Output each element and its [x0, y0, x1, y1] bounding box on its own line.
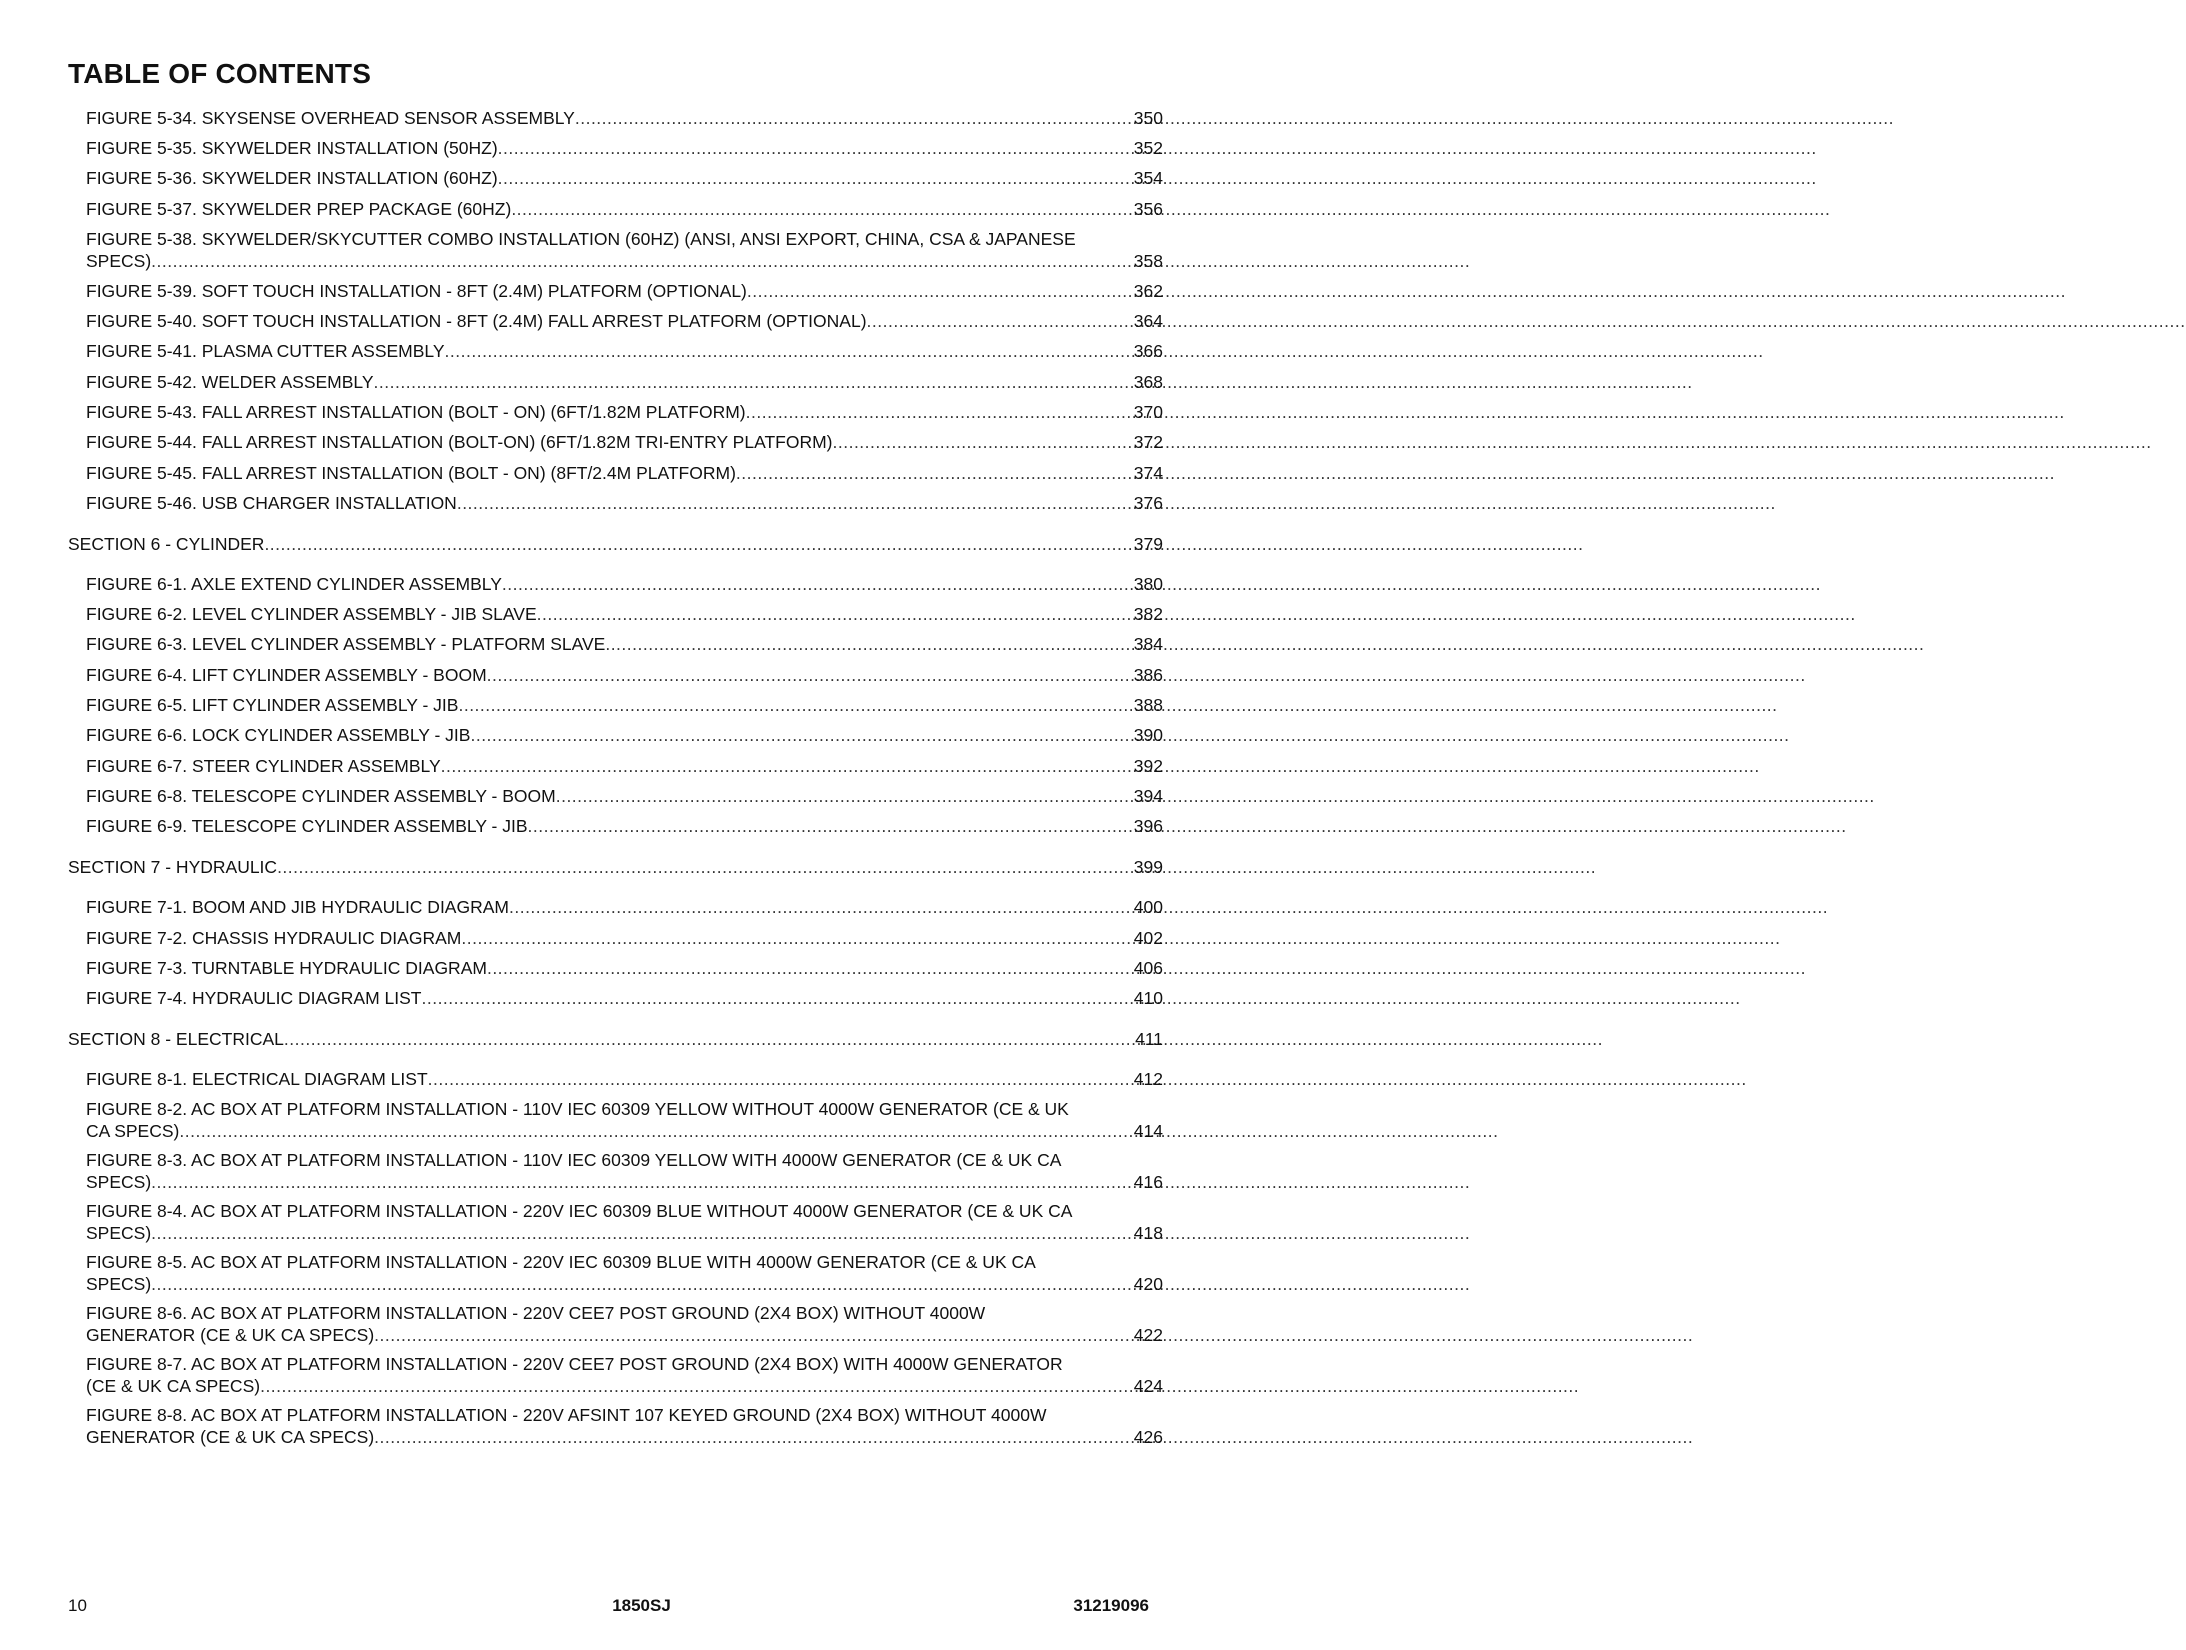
dot-leader	[284, 1029, 1134, 1051]
toc-entry-page: 386	[1133, 665, 1163, 685]
dot-leader	[374, 1427, 1133, 1449]
toc-entry-page: 384	[1133, 634, 1163, 654]
toc-figure-entry[interactable]	[86, 229, 1163, 272]
toc-entry-page: 412	[1133, 1069, 1163, 1089]
toc-entry-title: FIGURE 6-9. TELESCOPE CYLINDER ASSEMBLY - JIB	[86, 816, 528, 836]
toc-entry-page: 354	[1133, 168, 1163, 188]
toc-entry-title: FIGURE 5-41. PLASMA CUTTER ASSEMBLY	[86, 341, 445, 361]
toc-entry-title: SPECS)	[86, 1222, 152, 1243]
toc-figure-entry[interactable]	[86, 108, 1163, 130]
dot-leader	[277, 857, 1133, 879]
toc-entry-title: CA SPECS)	[86, 1120, 180, 1141]
toc-figure-entry[interactable]	[86, 786, 1163, 808]
toc-section-entry[interactable]	[68, 857, 1163, 879]
toc-entry-title: SECTION 8 - ELECTRICAL	[68, 1029, 284, 1049]
toc-figure-entry[interactable]	[86, 1150, 1163, 1193]
toc-section-entry[interactable]	[68, 1029, 1163, 1051]
toc-entry-title: FIGURE 5-36. SKYWELDER INSTALLATION (60HZ)	[86, 168, 498, 188]
footer-model: 1850SJ	[612, 1596, 671, 1615]
dot-leader	[179, 1121, 1132, 1143]
toc-entry-title: FIGURE 6-6. LOCK CYLINDER ASSEMBLY - JIB	[86, 725, 471, 745]
dot-leader	[487, 958, 1133, 980]
toc-entry-title: FIGURE 6-1. AXLE EXTEND CYLINDER ASSEMBLY	[86, 574, 502, 594]
toc-figure-entry[interactable]	[86, 928, 1163, 950]
toc-entry-page: 410	[1133, 988, 1163, 1008]
toc-figure-entry[interactable]	[86, 816, 1163, 838]
toc-entry-page: 382	[1133, 604, 1163, 624]
dot-leader	[537, 604, 1133, 626]
toc-entry-title: FIGURE 8-1. ELECTRICAL DIAGRAM LIST	[86, 1069, 428, 1089]
toc-entry-page: 374	[1133, 463, 1163, 483]
toc-entry-page: 362	[1133, 281, 1163, 301]
toc-entry-title: FIGURE 6-3. LEVEL CYLINDER ASSEMBLY - PLATFORM SLAVE	[86, 634, 606, 654]
dot-leader	[867, 311, 1133, 333]
toc-entry-page: 394	[1133, 786, 1163, 806]
toc-entry-page: 420	[1133, 1273, 1163, 1294]
toc-figure-entry[interactable]	[86, 988, 1163, 1010]
dot-leader	[605, 634, 1132, 656]
dot-leader	[151, 1223, 1133, 1245]
toc-entry-title-line: FIGURE 8-2. AC BOX AT PLATFORM INSTALLATION - 110V IEC 60309 YELLOW WITHOUT 4000W GENERATOR (CE & UK	[86, 1099, 1069, 1119]
toc-entry-title-line: FIGURE 8-6. AC BOX AT PLATFORM INSTALLATION - 220V CEE7 POST GROUND (2X4 BOX) WITHOUT 4000W	[86, 1303, 986, 1323]
toc-entry-title: FIGURE 5-34. SKYSENSE OVERHEAD SENSOR ASSEMBLY	[86, 108, 575, 128]
toc-entry-page: 422	[1133, 1324, 1163, 1345]
toc-figure-entry[interactable]	[86, 493, 1163, 515]
toc-entry-page: 370	[1133, 402, 1163, 422]
toc-entry-title: FIGURE 7-4. HYDRAULIC DIAGRAM LIST	[86, 988, 422, 1008]
toc-entry-title: SECTION 6 - CYLINDER	[68, 534, 265, 554]
footer-page-number: 10	[68, 1596, 87, 1615]
toc-entry-page: 380	[1133, 574, 1163, 594]
dot-leader	[746, 402, 1133, 424]
toc-entry-title-line: FIGURE 8-7. AC BOX AT PLATFORM INSTALLATION - 220V CEE7 POST GROUND (2X4 BOX) WITH 4000W GENERATOR	[86, 1354, 1063, 1374]
toc-section-entry[interactable]	[68, 534, 1163, 556]
toc-figure-entry[interactable]	[86, 372, 1163, 394]
dot-leader	[575, 108, 1133, 130]
toc-figure-entry[interactable]	[86, 958, 1163, 980]
toc-entry-title: FIGURE 5-39. SOFT TOUCH INSTALLATION - 8FT (2.4M) PLATFORM (OPTIONAL)	[86, 281, 747, 301]
toc-entry-page: 400	[1133, 897, 1163, 917]
toc-entry-page: 416	[1133, 1171, 1163, 1192]
toc-entry-title: (CE & UK CA SPECS)	[86, 1375, 261, 1396]
toc-entry-title: FIGURE 7-2. CHASSIS HYDRAULIC DIAGRAM	[86, 928, 462, 948]
toc-entry-page: 396	[1133, 816, 1163, 836]
toc-entry-page: 402	[1133, 928, 1163, 948]
toc-entry-title: FIGURE 5-45. FALL ARREST INSTALLATION (BOLT - ON) (8FT/2.4M PLATFORM)	[86, 463, 736, 483]
toc-entry-page: 424	[1133, 1375, 1163, 1396]
toc-figure-entry[interactable]	[86, 634, 1163, 656]
dot-leader	[461, 928, 1132, 950]
dot-leader	[458, 695, 1132, 717]
page-title: TABLE OF CONTENTS	[68, 58, 372, 89]
toc-figure-entry[interactable]	[86, 138, 1163, 160]
toc-entry-page: 392	[1133, 756, 1163, 776]
toc-entry-page: 364	[1133, 311, 1163, 331]
dot-leader	[421, 988, 1132, 1010]
toc-figure-entry[interactable]	[86, 281, 1163, 303]
toc-figure-entry[interactable]	[86, 199, 1163, 221]
toc-entry-page: 372	[1133, 432, 1163, 452]
toc-entry-page: 414	[1133, 1120, 1163, 1141]
toc-entry-title: SPECS)	[86, 250, 152, 271]
dot-leader	[457, 493, 1133, 515]
toc-entry-title: GENERATOR (CE & UK CA SPECS)	[86, 1324, 375, 1345]
toc-figure-entry[interactable]	[86, 574, 1163, 596]
toc-figure-entry[interactable]	[86, 1354, 1163, 1397]
toc-entry-title: GENERATOR (CE & UK CA SPECS)	[86, 1426, 375, 1447]
toc-figure-entry[interactable]	[86, 1405, 1163, 1448]
dot-leader	[151, 1274, 1133, 1296]
toc-entry-title: FIGURE 5-37. SKYWELDER PREP PACKAGE (60HZ)	[86, 199, 512, 219]
toc-entry-page: 350	[1133, 108, 1163, 128]
dot-leader	[511, 199, 1132, 221]
toc-figure-entry[interactable]	[86, 1099, 1163, 1142]
toc-entry-title: SECTION 7 - HYDRAULIC	[68, 857, 278, 877]
toc-entry-title: FIGURE 6-8. TELESCOPE CYLINDER ASSEMBLY - BOOM	[86, 786, 556, 806]
toc-entry-page: 406	[1133, 958, 1163, 978]
toc-figure-entry[interactable]	[86, 463, 1163, 485]
toc-entry-page: 418	[1133, 1222, 1163, 1243]
toc-entry-page: 376	[1133, 493, 1163, 513]
toc-figure-entry[interactable]	[86, 1303, 1163, 1346]
dot-leader	[445, 341, 1133, 363]
toc-entry-title-line: FIGURE 8-3. AC BOX AT PLATFORM INSTALLATION - 110V IEC 60309 YELLOW WITH 4000W GENERATOR (CE & UK CA	[86, 1150, 1062, 1170]
toc-figure-entry[interactable]	[86, 311, 1163, 333]
toc-entry-title: FIGURE 5-40. SOFT TOUCH INSTALLATION - 8FT (2.4M) FALL ARREST PLATFORM (OPTIONAL)	[86, 311, 867, 331]
dot-leader	[260, 1376, 1133, 1398]
toc-entry-title: FIGURE 5-44. FALL ARREST INSTALLATION (BOLT-ON) (6FT/1.82M TRI-ENTRY PLATFORM)	[86, 432, 833, 452]
dot-leader	[151, 1172, 1133, 1194]
dot-leader	[498, 138, 1133, 160]
toc-entry-title: FIGURE 6-7. STEER CYLINDER ASSEMBLY	[86, 756, 441, 776]
toc-entry-page: 390	[1133, 725, 1163, 745]
dot-leader	[498, 168, 1133, 190]
toc-figure-entry[interactable]	[86, 432, 1163, 454]
toc-figure-entry[interactable]	[86, 1201, 1163, 1244]
toc-entry-title: SPECS)	[86, 1273, 152, 1294]
toc-entry-page: 379	[1133, 534, 1163, 554]
toc-figure-entry[interactable]	[86, 402, 1163, 424]
toc-entry-page: 352	[1133, 138, 1163, 158]
dot-leader	[509, 897, 1133, 919]
dot-leader	[374, 1325, 1133, 1347]
dot-leader	[556, 786, 1133, 808]
toc-entry-page: 356	[1133, 199, 1163, 219]
toc-figure-entry[interactable]	[86, 1252, 1163, 1295]
toc-figure-entry[interactable]	[86, 1069, 1163, 1091]
dot-leader	[487, 665, 1133, 687]
dot-leader	[374, 372, 1133, 394]
dot-leader	[151, 251, 1133, 273]
dot-leader	[428, 1069, 1133, 1091]
toc-entry-title-line: FIGURE 5-38. SKYWELDER/SKYCUTTER COMBO INSTALLATION (60HZ) (ANSI, ANSI EXPORT, CHINA, CSA & JAPANESE	[86, 229, 1076, 249]
toc-figure-entry[interactable]	[86, 897, 1163, 919]
toc-entry-page: 426	[1133, 1426, 1163, 1447]
dot-leader	[736, 463, 1133, 485]
toc-entry-page: 358	[1133, 250, 1163, 271]
toc-entry-title-line: FIGURE 8-4. AC BOX AT PLATFORM INSTALLATION - 220V IEC 60309 BLUE WITHOUT 4000W GENERATOR (CE & UK CA	[86, 1201, 1073, 1221]
toc-entry-title: FIGURE 5-42. WELDER ASSEMBLY	[86, 372, 374, 392]
dot-leader	[833, 432, 1133, 454]
toc-figure-entry[interactable]	[86, 725, 1163, 747]
toc-figure-entry[interactable]	[86, 604, 1163, 626]
toc-figure-entry[interactable]	[86, 695, 1163, 717]
toc-figure-entry[interactable]	[86, 168, 1163, 190]
toc-entry-title: FIGURE 6-2. LEVEL CYLINDER ASSEMBLY - JIB SLAVE	[86, 604, 537, 624]
dot-leader	[502, 574, 1133, 596]
toc-entry-page: 411	[1135, 1029, 1163, 1049]
toc-entry-title: FIGURE 5-43. FALL ARREST INSTALLATION (BOLT - ON) (6FT/1.82M PLATFORM)	[86, 402, 746, 422]
footer-doc-number: 31219096	[1073, 1596, 1149, 1615]
dot-leader	[264, 534, 1132, 556]
toc-entry-title: FIGURE 7-1. BOOM AND JIB HYDRAULIC DIAGRAM	[86, 897, 509, 917]
toc-entry-page: 388	[1133, 695, 1163, 715]
dot-leader	[470, 725, 1132, 747]
toc-entry-title: SPECS)	[86, 1171, 152, 1192]
dot-leader	[441, 756, 1133, 778]
toc-entry-title: FIGURE 6-4. LIFT CYLINDER ASSEMBLY - BOOM	[86, 665, 487, 685]
toc-entry-title-line: FIGURE 8-8. AC BOX AT PLATFORM INSTALLATION - 220V AFSINT 107 KEYED GROUND (2X4 BOX) WITHOUT 4000W	[86, 1405, 1047, 1425]
dot-leader	[747, 281, 1133, 303]
toc-entry-title: FIGURE 7-3. TURNTABLE HYDRAULIC DIAGRAM	[86, 958, 487, 978]
toc-figure-entry[interactable]	[86, 341, 1163, 363]
toc-figure-entry[interactable]	[86, 665, 1163, 687]
toc-figure-entry[interactable]	[86, 756, 1163, 778]
dot-leader	[528, 816, 1133, 838]
toc-entry-page: 366	[1133, 341, 1163, 361]
toc-entry-page: 399	[1133, 857, 1163, 877]
toc-entry-title-line: FIGURE 8-5. AC BOX AT PLATFORM INSTALLATION - 220V IEC 60309 BLUE WITH 4000W GENERATOR (CE & UK CA	[86, 1252, 1036, 1272]
toc-entry-page: 368	[1133, 372, 1163, 392]
toc-entry-title: FIGURE 5-35. SKYWELDER INSTALLATION (50HZ)	[86, 138, 498, 158]
toc-entry-title: FIGURE 5-46. USB CHARGER INSTALLATION	[86, 493, 457, 513]
toc-entry-title: FIGURE 6-5. LIFT CYLINDER ASSEMBLY - JIB	[86, 695, 459, 715]
